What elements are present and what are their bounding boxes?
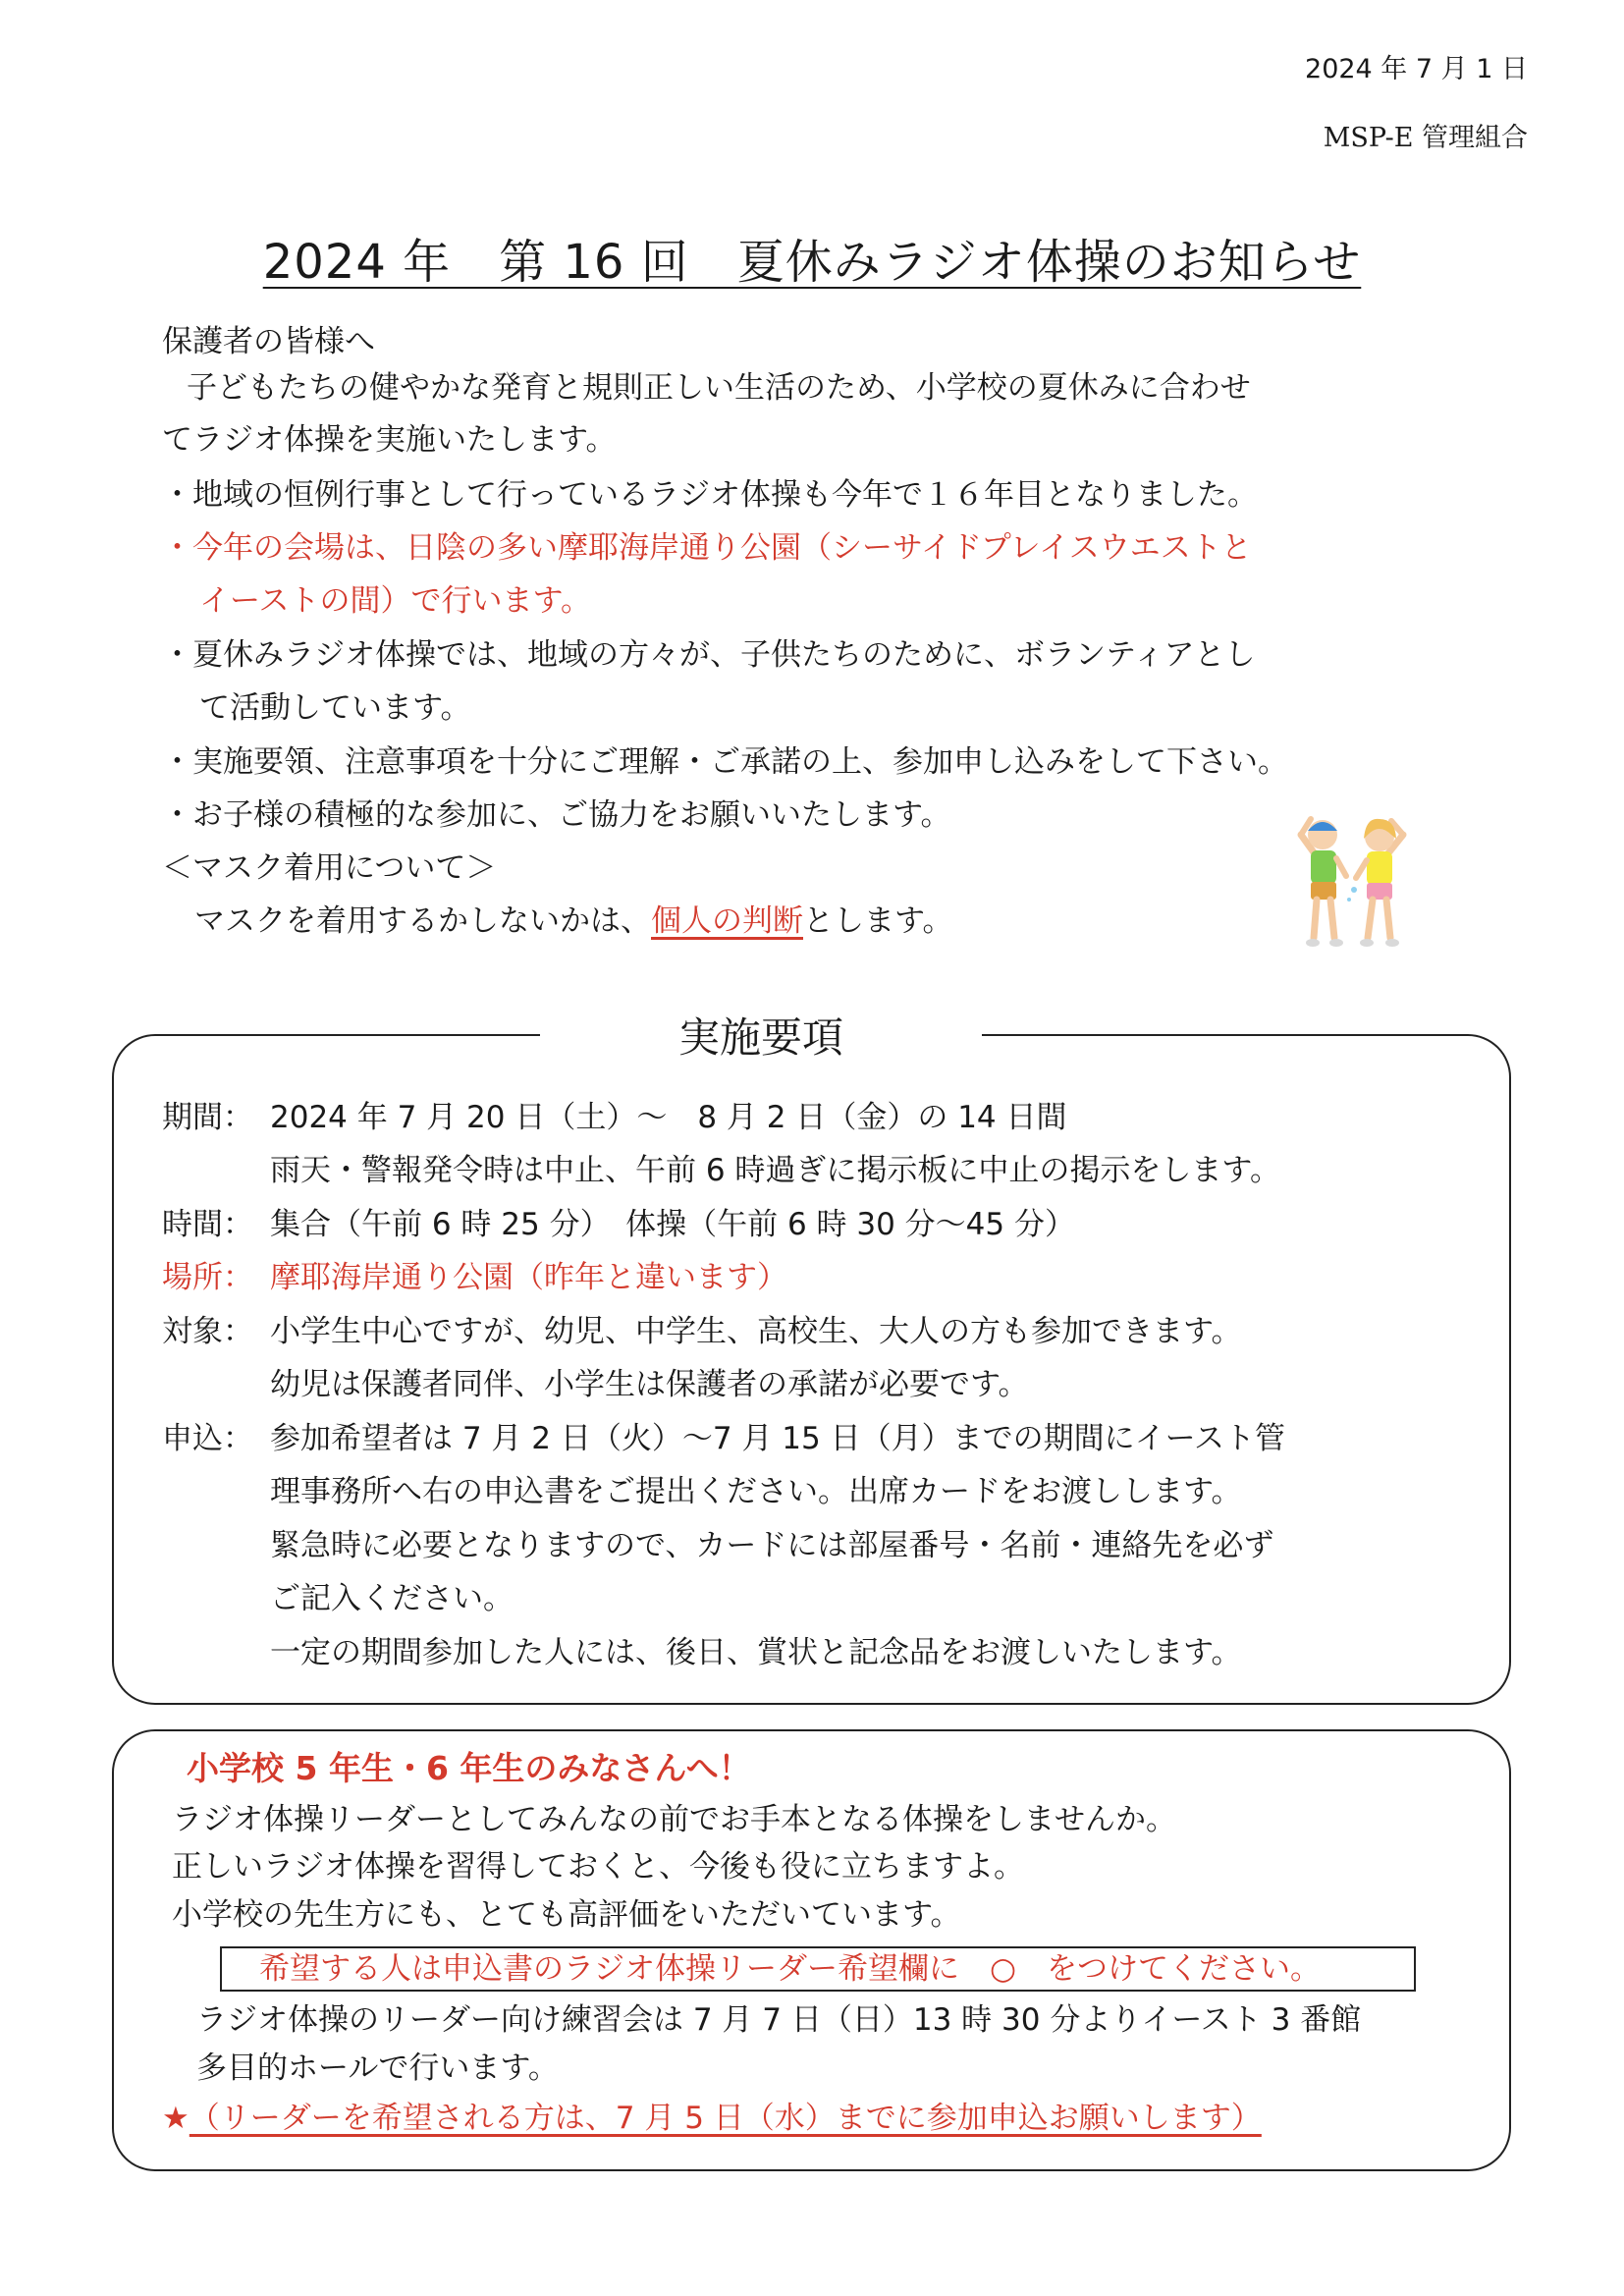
bullet-tradition: ・地域の恒例行事として行っているラジオ体操も今年で１６年目となりました。 [162,477,1258,513]
boy-figure-icon [1301,819,1346,947]
practice-line1: ラジオ体操のリーダー向け練習会は 7 月 7 日（日）13 時 30 分よりイースト 3 番館 [196,2002,1362,2038]
star-icon: ★ [162,2101,189,2136]
bullet-guidelines: ・実施要領、注意事項を十分にご理解・ご承諾の上、参加申し込みをして下さい。 [162,744,1288,780]
document-date: 2024 年 7 月 1 日 [1305,54,1528,84]
girl-figure-icon [1356,819,1403,947]
leaders-heading: 小学校 5 年生・6 年生のみなさんへ！ [187,1749,751,1787]
bullet-venue-line2: イーストの間）で行います。 [199,583,591,619]
mask-policy [194,903,953,939]
leaders-line3: 小学校の先生方にも、とても高評価をいただいています。 [172,1897,961,1933]
time-value: 集合（午前 6 時 25 分） 体操（午前 6 時 30 分～45 分） [270,1207,1075,1242]
bullet-volunteers-line2: て活動しています。 [199,690,471,726]
deadline-note [162,2101,1262,2136]
children-exercise-illustration [1281,805,1429,957]
intro-paragraph-line2: てラジオ体操を実施いたします。 [162,422,617,458]
leaders-line2: 正しいラジオ体操を習得しておくと、今後も役に立ちますよ。 [172,1849,1024,1885]
place-label: 場所： [162,1260,253,1295]
mask-heading: ＜マスク着用について＞ [162,850,497,886]
organization-name: MSP-E 管理組合 [1323,123,1528,153]
period-note: 雨天・警報発令時は中止、午前 6 時過ぎに掲示板に中止の掲示をします。 [270,1153,1280,1188]
details-heading: 実施要項 [540,1011,982,1065]
mask-policy-emphasis: 個人の判断 [651,903,803,939]
bullet-volunteers-line1: ・夏休みラジオ体操では、地域の方々が、子供たちのために、ボランティアとし [162,637,1256,673]
apply-line3: 緊急時に必要となりますので、カードには部屋番号・名前・連絡先を必ず [270,1528,1274,1563]
bullet-cooperation: ・お子様の積極的な参加に、ご協力をお願いいたします。 [162,797,951,833]
apply-line4: ご記入ください。 [270,1581,514,1616]
period-value: 2024 年 7 月 20 日（土）～ 8 月 2 日（金）の 14 日間 [270,1100,1067,1135]
target-line1: 小学生中心ですが、幼児、中学生、高校生、大人の方も参加できます。 [270,1314,1242,1349]
greeting: 保護者の皆様へ [162,324,375,359]
intro-paragraph-line1: 子どもたちの健やかな発育と規則正しい生活のため、小学校の夏休みに合わせ [187,370,1251,406]
time-label: 時間： [162,1207,253,1242]
target-label: 対象： [162,1314,253,1349]
bullet-venue-line1: ・今年の会場は、日陰の多い摩耶海岸通り公園（シーサイドプレイスウエストと [162,530,1252,566]
mask-policy-suffix: とします。 [803,903,953,939]
period-label: 期間： [162,1100,253,1135]
mask-policy-prefix: マスクを着用するかしないかは、 [194,903,651,939]
deadline-text: （リーダーを希望される方は、7 月 5 日（水）までに参加申込お願いします） [189,2101,1262,2136]
document-title-wrap [0,224,1624,292]
leader-signup-note: 希望する人は申込書のラジオ体操リーダー希望欄に ○ をつけてください。 [220,1946,1416,1992]
apply-line1: 参加希望者は 7 月 2 日（火）～7 月 15 日（月）までの期間にイースト管 [270,1421,1286,1456]
apply-line2: 理事務所へ右の申込書をご提出ください。出席カードをお渡しします。 [270,1474,1242,1509]
place-value: 摩耶海岸通り公園（昨年と違います） [270,1260,787,1295]
practice-line2: 多目的ホールで行います。 [196,2050,559,2086]
document-title: 2024 年 第 16 回 夏休みラジオ体操のお知らせ [262,235,1362,290]
target-line2: 幼児は保護者同伴、小学生は保護者の承諾が必要です。 [270,1367,1029,1402]
leaders-line1: ラジオ体操リーダーとしてみんなの前でお手本となる体操をしませんか。 [172,1802,1176,1837]
apply-line5: 一定の期間参加した人には、後日、賞状と記念品をお渡しいたします。 [270,1635,1242,1670]
apply-label: 申込： [162,1421,253,1456]
